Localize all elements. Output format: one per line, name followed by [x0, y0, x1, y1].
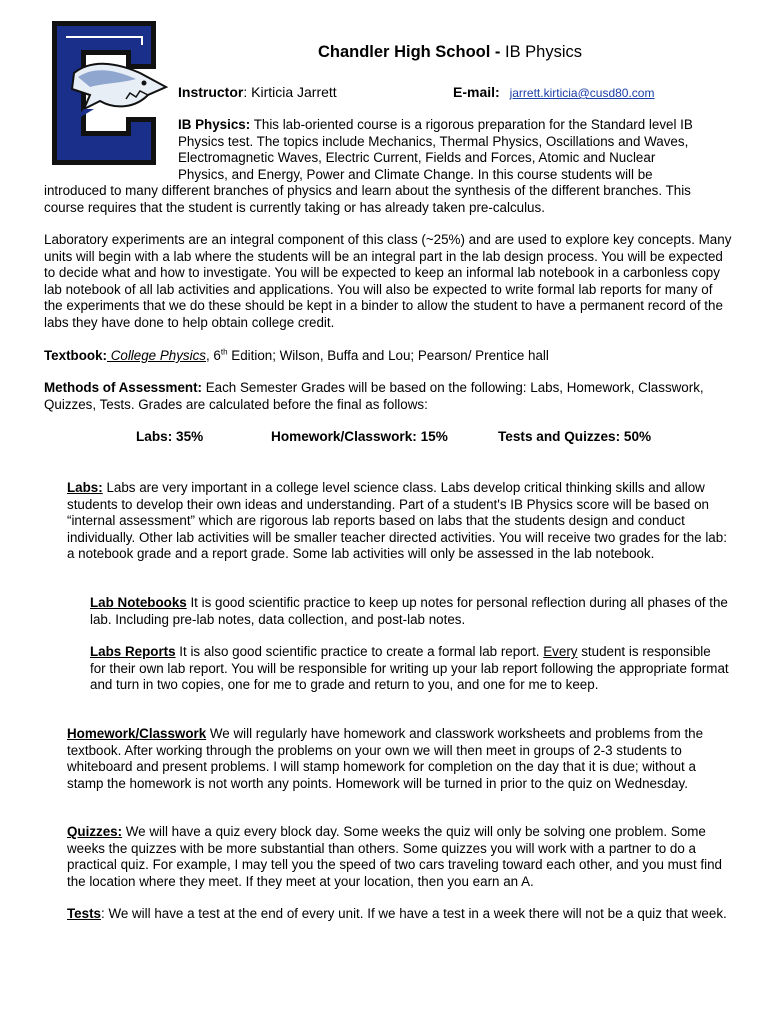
homework-heading: Homework/Classwork	[67, 726, 207, 741]
intro-line: Electromagnetic Waves, Electric Current, Fields and Forces, Atomic and Nuclear	[178, 150, 656, 166]
email-link[interactable]: jarrett.kirticia@cusd80.com	[509, 86, 655, 100]
textbook-line: Textbook: College Physics, 6th Edition; Wilson, Buffa and Lou; Pearson/ Prentice hall	[44, 347, 549, 363]
intro-first-line: IB Physics: This lab-oriented course is a rigorous preparation for the Standard level IB	[178, 117, 693, 132]
school-name: Chandler High School -	[317, 43, 501, 61]
reports-section: Labs Reports It is also good scientific practice to create a formal lab report. Every student is responsible for their own lab report. You will be responsible for writing up your lab report following the appropriate format and turn in two copies, one for me to grade and return to you, and one for me to keep.	[90, 644, 729, 693]
labs-section: Labs: Labs are very important in a college level science class. Labs develop critical thinking skills and allow students to develop their own ideas and understanding. Part of a student's IB Physics score will be based on “internal assessment” which are rigorous lab reports based on labs that the students design and conduct individually. Other lab activities will be smaller teacher directed activities. You will receive two grades for the lab: a notebook grade and a report grade. Some lab activities will only be assessed in the lab notebook.	[67, 480, 727, 562]
quizzes-section: Quizzes: We will have a quiz every block day. Some weeks the quiz will only be solving one problem. Some weeks the quizzes with be more substantial than others. Some quizzes you will work with a partner to do a practical quiz. For example, I may tell you the speed of two cars traveling toward each other, and you must find the location where they meet. If they meet at your location, then you earn an A.	[67, 824, 722, 889]
intro-line: Physics test. The topics include Mechanics, Thermal Physics, Oscillations and Waves,	[178, 133, 689, 149]
notebooks-section: Lab Notebooks It is good scientific practice to keep up notes for personal reflection during all phases of the lab. Including pre-lab notes, data collection, and post-lab notes.	[90, 595, 728, 627]
email-line	[453, 84, 654, 102]
page-title	[180, 42, 720, 62]
email-label: E-mail:	[453, 84, 500, 100]
weight-homework: Homework/Classwork: 15%	[271, 429, 448, 444]
labs-heading: Labs:	[67, 480, 103, 495]
tests-section: Tests: We will have a test at the end of every unit. If we have a test in a week there will not be a quiz that week.	[67, 906, 727, 921]
tests-heading: Tests	[67, 906, 101, 921]
instructor-name: : Kirticia Jarrett	[243, 84, 337, 100]
reports-heading: Labs Reports	[90, 644, 176, 659]
quizzes-heading: Quizzes:	[67, 824, 123, 839]
homework-section: Homework/Classwork We will regularly have homework and classwork worksheets and problems from the textbook. After working through the problems on your own we will then meet in groups of 2-3 students to whiteboard and present problems. I will stamp homework for completion on the day that it is due; without a stamp the homework is not worth any points. Homework will be turned in prior to the quiz on Wednesday.	[67, 726, 704, 791]
intro-line: Physics, and Energy, Power and Climate Change. In this course students will be	[178, 166, 653, 182]
notebooks-heading: Lab Notebooks	[90, 595, 187, 610]
weight-tests: Tests and Quizzes: 50%	[498, 429, 652, 444]
assessment-paragraph: Methods of Assessment: Each Semester Grades will be based on the following: Labs, Homework, Classwork, Quizzes, Tests. Grades are calculated before the final as follows:	[44, 380, 704, 412]
textbook-title: College Physics	[106, 348, 206, 363]
instructor-label: Instructor	[178, 84, 244, 100]
intro-label: IB Physics:	[178, 117, 251, 132]
lab-paragraph: Laboratory experiments are an integral component of this class (~25%) and are used to explore key concepts. Many units will begin with a lab where the students will be an integral part in the lab design process. You will be expected to decide what and how to investigate. You will be expected to keep an informal lab notebook in a carbonless copy lab notebook of all lab activities and applications. You will also be expected to write formal lab reports for many of the experiments that we do these should be kept in a binder to allow the student to have a permanent record of the labs they have done to help obtain college credit.	[44, 232, 732, 330]
intro-rest: introduced to many different branches of physics and learn about the synthesis of the different branches. This course requires that the student is currently taking or has already taken pre-calculus.	[44, 183, 691, 215]
assessment-label: Methods of Assessment:	[44, 380, 202, 395]
course-name: IB Physics	[504, 43, 583, 61]
course-intro	[44, 117, 734, 217]
weight-labs: Labs: 35%	[136, 429, 204, 444]
textbook-label: Textbook:	[44, 348, 107, 363]
instructor-line	[178, 84, 337, 101]
